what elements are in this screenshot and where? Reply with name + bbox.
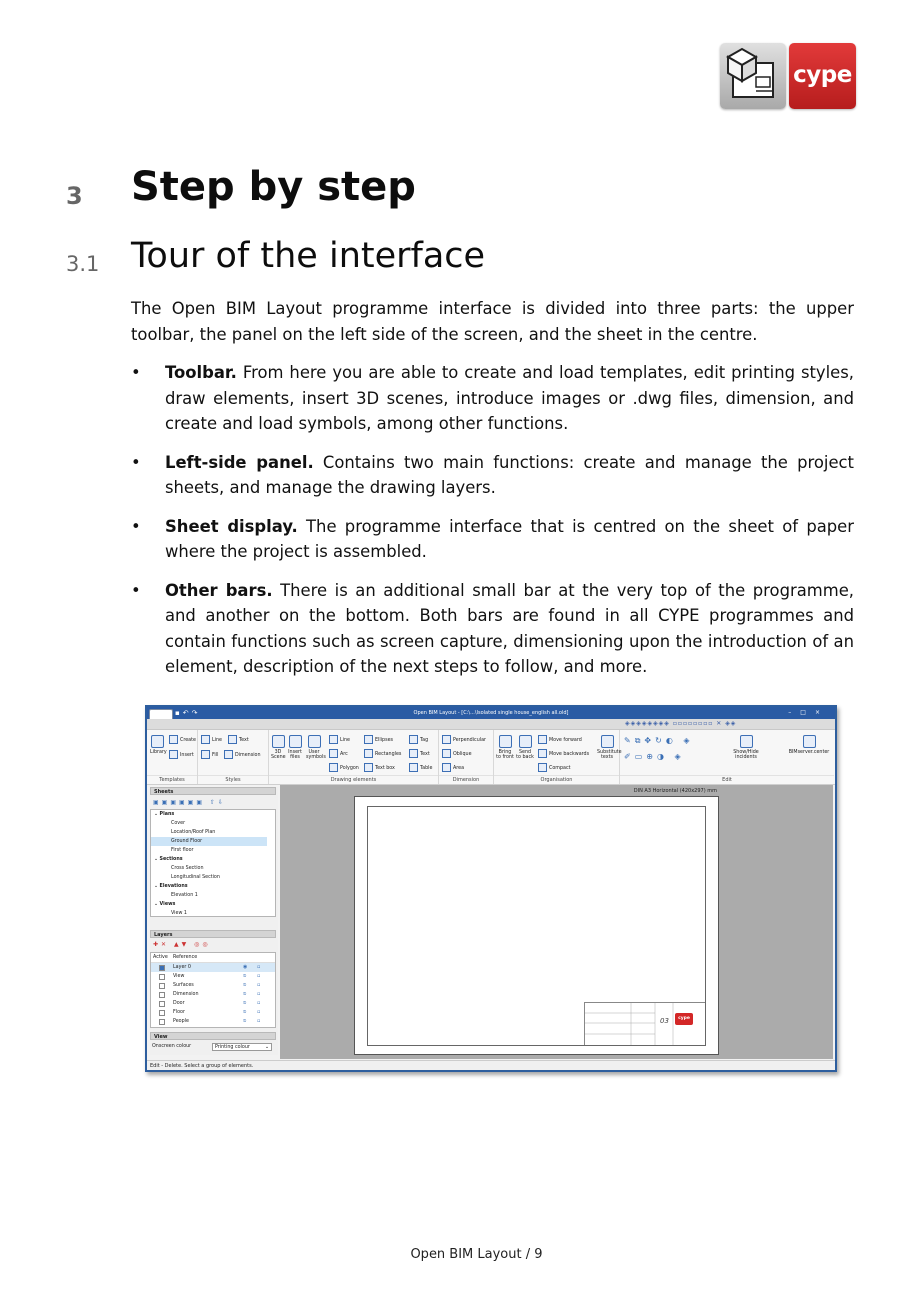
- intro-paragraph: The Open BIM Layout programme interface is divided into three parts: the upper toolbar, the panel on the left side of the screen, and the sheet in the centre.: [131, 299, 854, 344]
- col-active: Active: [153, 955, 168, 960]
- ribbon-group-drawing: [269, 730, 439, 784]
- text-box-icon: [364, 763, 373, 772]
- tree-item[interactable]: Longitudinal Section: [171, 875, 220, 880]
- text-icon: [409, 749, 418, 758]
- active-checkbox[interactable]: [159, 992, 165, 998]
- substitute-texts-icon: [601, 735, 614, 748]
- tree-group[interactable]: ⌄ Elevations: [154, 884, 188, 889]
- cype-logo: cype: [789, 43, 856, 109]
- eye-icon[interactable]: ⦸: [243, 982, 247, 988]
- tag-icon: [409, 735, 418, 744]
- active-checkbox[interactable]: [159, 965, 165, 971]
- onscreen-colour-select[interactable]: Printing colour ⌄: [212, 1043, 272, 1051]
- compact-icon: [538, 763, 547, 772]
- tree-group[interactable]: ⌄ Views: [154, 902, 176, 907]
- tree-group[interactable]: ⌄ Plans: [154, 812, 175, 817]
- eye-icon[interactable]: ⦸: [243, 1018, 247, 1024]
- sheet-display[interactable]: [280, 785, 833, 1059]
- sheets-toolbar-icons[interactable]: ▣▣▣▣▣▣ ⇧⇩: [153, 799, 226, 806]
- ribbon-toolbar: [147, 730, 835, 785]
- table-row[interactable]: Surfaces ⦸ ▫: [151, 981, 275, 990]
- user-symbols-icon: [308, 735, 321, 748]
- bullet-term: Other bars.: [165, 580, 273, 600]
- chevron-down-icon: ⌄: [264, 1045, 269, 1050]
- tree-item-selected[interactable]: Ground Floor: [151, 837, 267, 846]
- move-backwards-icon: [538, 749, 547, 758]
- group-label: Templates: [147, 775, 197, 784]
- open-bim-layout-logo-icon: [720, 43, 786, 109]
- tree-item[interactable]: Location/Roof Plan: [171, 830, 216, 835]
- bullet-text: Contains two main functions: create and manage the project sheets, and manage the drawing layers.: [165, 452, 854, 497]
- text-style-button[interactable]: Text: [239, 738, 249, 743]
- edit-tools-icons-row2[interactable]: ✐▭⊕◑ ◈: [624, 752, 685, 761]
- arc-button[interactable]: Arc: [340, 752, 348, 757]
- area-icon: [442, 763, 451, 772]
- move-forward-icon: [538, 735, 547, 744]
- layers-panel-header: Layers: [150, 930, 276, 938]
- group-label: Organisation: [494, 775, 619, 784]
- perpendicular-button[interactable]: Perpendicular: [453, 738, 486, 743]
- tree-item[interactable]: Elevation 1: [171, 893, 198, 898]
- text-button[interactable]: Text: [420, 752, 430, 757]
- table-button[interactable]: Table: [420, 766, 433, 771]
- page-footer: Open BIM Layout / 9: [410, 1247, 543, 1262]
- feature-list: [131, 360, 854, 693]
- lock-icon[interactable]: ▫: [257, 1000, 261, 1006]
- line-style-button[interactable]: Line: [212, 738, 222, 743]
- ribbon-group-styles: [198, 730, 269, 784]
- group-label: Drawing elements: [269, 775, 438, 784]
- section-number: 3: [66, 182, 83, 210]
- left-side-panel: [150, 787, 278, 1055]
- window-title: Open BIM Layout - [C:\...\Isolated single house_english all.old]: [413, 710, 569, 716]
- oblique-button[interactable]: Oblique: [453, 752, 472, 757]
- lock-icon[interactable]: ▫: [257, 982, 261, 988]
- text-style-icon: [228, 735, 237, 744]
- tag-button[interactable]: Tag: [420, 738, 429, 743]
- application-screenshot: [145, 705, 837, 1072]
- oblique-icon: [442, 749, 451, 758]
- edit-tools-icons[interactable]: ✎⧉✥↻◐ ◈: [624, 736, 694, 745]
- subsection-number: 3.1: [66, 252, 100, 276]
- sheets-panel-header: Sheets: [150, 787, 276, 795]
- move-backwards-button[interactable]: Move backwards: [549, 752, 590, 757]
- library-button[interactable]: Library: [150, 750, 167, 755]
- onscreen-colour-label: Onscreen colour: [152, 1044, 192, 1049]
- scene3d-icon: [272, 735, 285, 748]
- view-panel-header: View: [150, 1032, 276, 1040]
- quick-access-icons: ▪↶↷: [175, 709, 201, 717]
- insert-icon: [169, 750, 178, 759]
- layers-toolbar-icons[interactable]: ✚✕ ▲▼ ◎◎: [153, 941, 211, 948]
- fill-style-icon: [201, 750, 210, 759]
- active-checkbox[interactable]: [159, 983, 165, 989]
- lock-icon[interactable]: ▫: [257, 991, 261, 997]
- line-button[interactable]: Line: [340, 738, 350, 743]
- window-titlebar: [147, 707, 835, 719]
- bullet-text: There is an additional small bar at the very top of the programme, and another on the bottom. Both bars are found in all CYPE programmes and contain functions such as screen capture, dimensioning upon the introduction of an element, description of the next steps to follow, and more.: [165, 580, 854, 676]
- table-row[interactable]: Dimension ⦸ ▫: [151, 990, 275, 999]
- send-back-button[interactable]: Send to back: [516, 750, 534, 760]
- create-button[interactable]: Create: [180, 738, 196, 743]
- ribbon-group-templates: [147, 730, 198, 784]
- lock-icon[interactable]: ▫: [257, 1018, 261, 1024]
- ribbon-group-organisation: [494, 730, 620, 784]
- user-symbols-button[interactable]: User symbols: [306, 750, 326, 760]
- group-label: Styles: [198, 775, 268, 784]
- table-row[interactable]: People ⦸ ▫: [151, 1017, 275, 1026]
- show-hide-incidents-icon: [740, 735, 753, 748]
- ellipses-icon: [364, 735, 373, 744]
- drawing-sheet[interactable]: [354, 796, 719, 1055]
- eye-icon[interactable]: ⦸: [243, 991, 247, 997]
- ribbon-group-dimension: [439, 730, 494, 784]
- text-box-button[interactable]: Text box: [375, 766, 395, 771]
- tree-item[interactable]: View 1: [171, 911, 187, 916]
- layers-header-row: [151, 953, 275, 963]
- dimension-style-button[interactable]: Dimension: [235, 753, 261, 758]
- table-row[interactable]: Floor ⦸ ▫: [151, 1008, 275, 1017]
- page-size-label: DIN A3 Horizontal (420x297) mm: [633, 788, 717, 794]
- bullet-term: Left-side panel.: [165, 452, 314, 472]
- group-label: Dimension: [439, 775, 493, 784]
- line-style-icon: [201, 735, 210, 744]
- insert-button[interactable]: Insert: [180, 753, 194, 758]
- list-item: [131, 514, 854, 565]
- ellipses-button[interactable]: Ellipses: [375, 738, 394, 743]
- ribbon-group-edit: [620, 730, 834, 784]
- bimserver-button[interactable]: BIMserver.center: [788, 750, 830, 755]
- compact-button[interactable]: Compact: [549, 766, 571, 771]
- dimension-style-icon: [224, 750, 233, 759]
- fill-style-button[interactable]: Fill: [212, 753, 219, 758]
- bring-front-button[interactable]: Bring to front: [496, 750, 514, 760]
- group-label: Edit: [620, 775, 834, 784]
- scene3d-button[interactable]: 3D Scene: [271, 750, 286, 760]
- rectangles-button[interactable]: Rectangles: [375, 752, 402, 757]
- insert-files-icon: [289, 735, 302, 748]
- bimserver-icon: [803, 735, 816, 748]
- top-utility-bar: [147, 719, 835, 730]
- tree-group[interactable]: ⌄ Sections: [154, 857, 183, 862]
- sheet-frame: [367, 806, 706, 1046]
- eye-icon[interactable]: ⦸: [243, 1009, 247, 1015]
- bullet-text: The programme interface that is centred on the sheet of paper where the project is assembled.: [165, 516, 854, 561]
- tree-item[interactable]: Cover: [171, 821, 186, 826]
- list-item: [131, 578, 854, 680]
- eye-icon[interactable]: ◉: [243, 964, 248, 970]
- titleblock-cype-logo: cype: [675, 1013, 693, 1025]
- polygon-button[interactable]: Polygon: [340, 766, 359, 771]
- tree-item[interactable]: Cross Section: [171, 866, 204, 871]
- table-row[interactable]: View ⦸ ▫: [151, 972, 275, 981]
- area-button[interactable]: Area: [453, 766, 465, 771]
- layers-table: [150, 952, 276, 1028]
- bullet-text: From here you are able to create and load templates, edit printing styles, draw elements, insert 3D scenes, introduce images or .dwg files, dimension, and create and load symbols, among other functions.: [165, 363, 854, 433]
- substitute-texts-button[interactable]: Substitute texts: [597, 750, 622, 760]
- active-checkbox[interactable]: [159, 1019, 165, 1025]
- active-checkbox[interactable]: [159, 1010, 165, 1016]
- library-icon: [151, 735, 164, 748]
- window-controls-icon: –□×: [788, 709, 829, 716]
- show-hide-incidents-button[interactable]: Show/Hide incidents: [733, 750, 759, 760]
- section-title: Step by step: [131, 164, 416, 210]
- move-forward-button[interactable]: Move forward: [549, 738, 582, 743]
- cube-drawing-icon: [720, 43, 786, 109]
- rectangles-icon: [364, 749, 373, 758]
- tree-item[interactable]: First floor: [171, 848, 194, 853]
- table-row[interactable]: Layer 0 ◉ ▫: [151, 963, 275, 972]
- line-icon: [329, 735, 338, 744]
- subsection-title: Tour of the interface: [131, 236, 486, 276]
- polygon-icon: [329, 763, 338, 772]
- table-row[interactable]: Door ⦸ ▫: [151, 999, 275, 1008]
- table-icon: [409, 763, 418, 772]
- arc-icon: [329, 749, 338, 758]
- list-item: [131, 450, 854, 501]
- sheet-number: 03: [660, 1017, 669, 1025]
- send-back-icon: [519, 735, 532, 748]
- col-reference: Reference: [173, 955, 198, 960]
- create-icon: [169, 735, 178, 744]
- list-item: [131, 360, 854, 437]
- sheets-tree: [150, 809, 276, 917]
- perpendicular-icon: [442, 735, 451, 744]
- bullet-term: Sheet display.: [165, 516, 298, 536]
- eye-icon[interactable]: ⦸: [243, 973, 247, 979]
- status-bar: Edit - Delete. Select a group of elements.: [147, 1060, 835, 1070]
- lock-icon[interactable]: ▫: [257, 973, 261, 979]
- active-checkbox[interactable]: [159, 1001, 165, 1007]
- title-block: [584, 1002, 705, 1045]
- active-checkbox[interactable]: [159, 974, 165, 980]
- lock-icon[interactable]: ▫: [257, 964, 261, 970]
- lock-icon[interactable]: ▫: [257, 1009, 261, 1015]
- utility-icons: ◈◈◈◈◈◈◈◈ ▫▫▫▫▫▫▫▫ ✕ ◈◈: [625, 720, 737, 727]
- eye-icon[interactable]: ⦸: [243, 1000, 247, 1006]
- insert-files-button[interactable]: Insert files: [288, 750, 302, 760]
- bullet-term: Toolbar.: [165, 363, 237, 382]
- bring-front-icon: [499, 735, 512, 748]
